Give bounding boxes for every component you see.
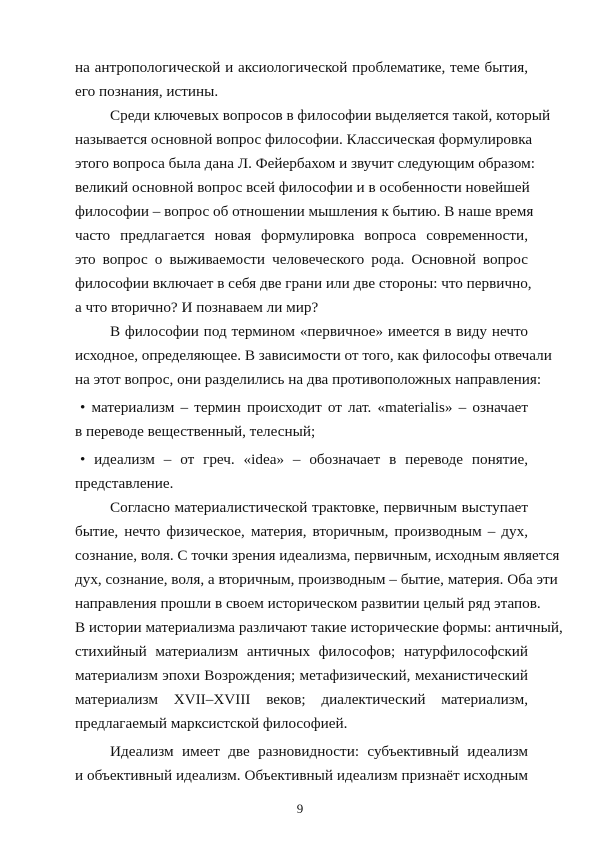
text-line: философии включает в себя две грани или две стороны: что первично, <box>75 275 532 292</box>
text-line: материализм эпохи Возрождения; метафизический, механистический <box>75 667 528 684</box>
text-line: а что вторично? И познаваем ли мир? <box>75 299 319 316</box>
bullet-item-idealism: • идеализм – от греч. «idea» – обозначает в переводе понятие, <box>80 451 528 468</box>
text-line: на антропологической и аксиологической проблематике, теме бытия, <box>75 59 528 76</box>
page-number: 9 <box>296 801 304 816</box>
text-line: представление. <box>75 475 174 492</box>
text-line: сознание, воля. С точки зрения идеализма, первичным, исходным является <box>75 547 560 564</box>
text-line: и объективный идеализм. Объективный идеализм признаёт исходным <box>75 767 528 784</box>
text-line: материализм XVII–XVIII веков; диалектический материализм, <box>75 691 528 708</box>
text-line: его познания, истины. <box>75 83 219 100</box>
text-line: Среди ключевых вопросов в философии выделяется такой, который <box>110 107 551 124</box>
text-line: называется основной вопрос философии. Классическая формулировка <box>75 131 533 148</box>
text-line: часто предлагается новая формулировка вопроса современности, <box>75 227 528 244</box>
text-line: этого вопроса была дана Л. Фейербахом и звучит следующим образом: <box>75 155 535 172</box>
text-line: на этот вопрос, они разделились на два противоположных направления: <box>75 371 542 388</box>
text-line: в переводе вещественный, телесный; <box>75 423 316 440</box>
text-line: великий основной вопрос всей философии и в особенности новейшей <box>75 179 530 196</box>
text-line: В истории материализма различают такие исторические формы: античный, <box>75 619 563 636</box>
text-line: Идеализм имеет две разновидности: субъективный идеализм <box>110 743 528 760</box>
text-line: стихийный материализм античных философов; натурфилософский <box>75 643 528 660</box>
text-line: философии – вопрос об отношении мышления к бытию. В наше время <box>75 203 534 220</box>
text-line: исходное, определяющее. В зависимости от того, как философы отвечали <box>75 347 552 364</box>
bullet-item-materialism: • материализм – термин происходит от лат. «materialis» – означает <box>80 399 528 416</box>
text-line: дух, сознание, воля, а вторичным, производным – бытие, материя. Оба эти <box>75 571 558 588</box>
text-line: бытие, нечто физическое, материя, вторичным, производным – дух, <box>75 523 528 540</box>
text-line: Согласно материалистической трактовке, первичным выступает <box>110 499 528 516</box>
text-line: это вопрос о выживаемости человеческого рода. Основной вопрос <box>75 251 528 268</box>
text-line: предлагаемый марксистской философией. <box>75 715 348 732</box>
text-line: В философии под термином «первичное» имеется в виду нечто <box>110 323 528 340</box>
text-line: направления прошли в своем историческом развитии целый ряд этапов. <box>75 595 541 612</box>
